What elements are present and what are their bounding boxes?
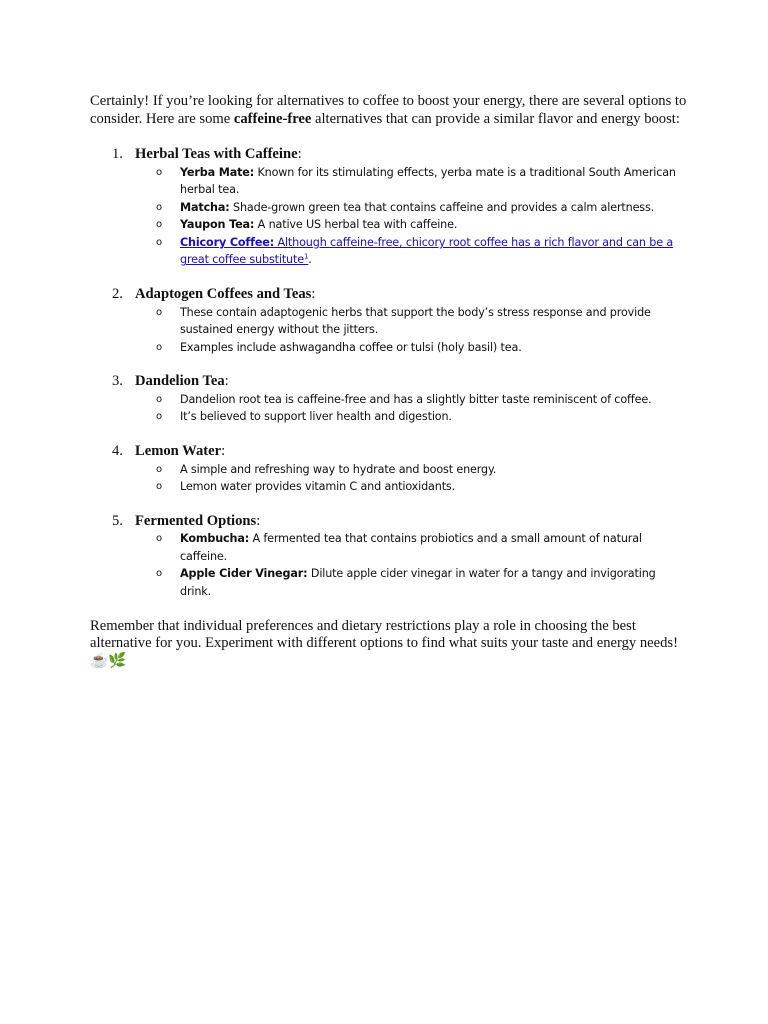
list-item xyxy=(90,304,690,339)
section-title: Adaptogen Coffees and Teas xyxy=(135,286,312,303)
section-heading: 2. Adaptogen Coffees and Teas: xyxy=(112,286,316,303)
sub-list xyxy=(90,530,690,600)
item-label: Yaupon Tea: xyxy=(180,218,255,232)
list-item xyxy=(90,199,690,217)
section-herbal-teas xyxy=(90,146,690,269)
intro-paragraph xyxy=(90,93,690,128)
item-text: Known for its stimulating effects, yerba mate is a traditional South American herbal tea. xyxy=(180,165,676,197)
item-text: A fermented tea that contains probiotics and a small amount of natural caffeine. xyxy=(180,532,642,563)
section-number: 1. xyxy=(112,146,123,162)
item-text: Dandelion root tea is caffeine-free and has a slightly bitter taste reminiscent of coffee. xyxy=(180,392,652,406)
section-number: 2. xyxy=(112,286,123,303)
item-label: Matcha: xyxy=(180,200,230,214)
item-text: It’s believed to support liver health and digestion. xyxy=(180,410,452,424)
intro-text-start: Certainly! If you’re looking for alternatives to coffee to boost your energy, there are several options to consider. Here are some xyxy=(90,93,687,127)
bullet-marker: o xyxy=(156,411,162,423)
list-item xyxy=(90,478,690,496)
bullet-marker: o xyxy=(156,219,162,231)
section-number: 3. xyxy=(112,373,123,390)
list-item xyxy=(90,164,690,199)
intro-bold-term: caffeine-free xyxy=(233,110,312,127)
footnote-marker: 1 xyxy=(303,252,309,261)
list-item xyxy=(90,234,690,269)
item-label: Chicory Coffee: xyxy=(180,235,275,249)
bullet-marker: o xyxy=(156,533,162,545)
list-item xyxy=(90,391,690,409)
item-text: Lemon water provides vitamin C and antioxidants. xyxy=(180,480,456,494)
section-adaptogen xyxy=(90,286,690,356)
closing-paragraph: Remember that individual preferences and dietary restrictions play a role in choosing the best alternative for you. Experiment with different options to find what suits your taste and energy needs! ☕🌿 xyxy=(90,617,678,669)
item-text: These contain adaptogenic herbs that support the body’s stress response and provide sustained energy without the jitters. xyxy=(180,305,651,337)
bullet-marker: o xyxy=(156,306,162,318)
bullet-marker: o xyxy=(156,568,162,580)
section-fermented xyxy=(90,513,690,601)
sub-list xyxy=(90,461,690,496)
chicory-coffee-link[interactable] xyxy=(180,236,673,267)
item-text: Shade-grown green tea that contains caffeine and provides a calm alertness. xyxy=(229,200,655,214)
list-item xyxy=(90,216,690,234)
bullet-marker: o xyxy=(156,463,162,475)
item-text: Dilute apple cider vinegar in water for a tangy and invigorating drink. xyxy=(180,567,656,598)
list-item xyxy=(90,530,690,565)
item-text: Examples include ashwagandha coffee or tulsi (holy basil) tea. xyxy=(180,340,522,354)
item-text: A simple and refreshing way to hydrate and boost energy. xyxy=(180,462,497,476)
list-item xyxy=(90,565,690,600)
bullet-marker: o xyxy=(156,236,162,248)
section-title: Lemon Water xyxy=(135,443,222,460)
section-number: 4. xyxy=(112,443,123,460)
sub-list xyxy=(90,164,690,270)
bullet-marker: o xyxy=(156,166,162,178)
bullet-marker: o xyxy=(156,341,162,353)
item-text: A native US herbal tea with caffeine. xyxy=(254,218,458,232)
sub-list xyxy=(90,304,690,357)
list-item xyxy=(90,461,690,479)
section-number: 5. xyxy=(112,512,123,529)
section-title: Dandelion Tea xyxy=(135,373,225,390)
section-heading: 4. Lemon Water: xyxy=(112,443,226,460)
list-item xyxy=(90,339,690,357)
item-text: Although caffeine-free, chicory root coffee has a rich flavor and can be a great coffee substitute xyxy=(180,235,674,267)
list-item xyxy=(90,408,690,426)
item-label: Yerba Mate: xyxy=(180,165,255,179)
bullet-marker: o xyxy=(156,393,162,405)
section-dandelion xyxy=(90,373,690,426)
bullet-marker: o xyxy=(156,201,162,213)
item-label: Kombucha: xyxy=(180,532,250,546)
section-heading: 3. Dandelion Tea: xyxy=(112,373,229,390)
sub-list xyxy=(90,391,690,426)
section-lemon-water xyxy=(90,443,690,496)
section-heading: 1. Herbal Teas with Caffeine: xyxy=(112,146,302,162)
section-heading: 5. Fermented Options: xyxy=(112,512,261,529)
item-tail: . xyxy=(308,253,312,267)
section-title: Herbal Teas with Caffeine xyxy=(135,146,298,162)
bullet-marker: o xyxy=(156,481,162,493)
section-title: Fermented Options xyxy=(135,512,257,529)
item-label: Apple Cider Vinegar: xyxy=(180,567,308,581)
intro-text-end: alternatives that can provide a similar flavor and energy boost: xyxy=(311,110,680,127)
document-page xyxy=(90,93,690,670)
